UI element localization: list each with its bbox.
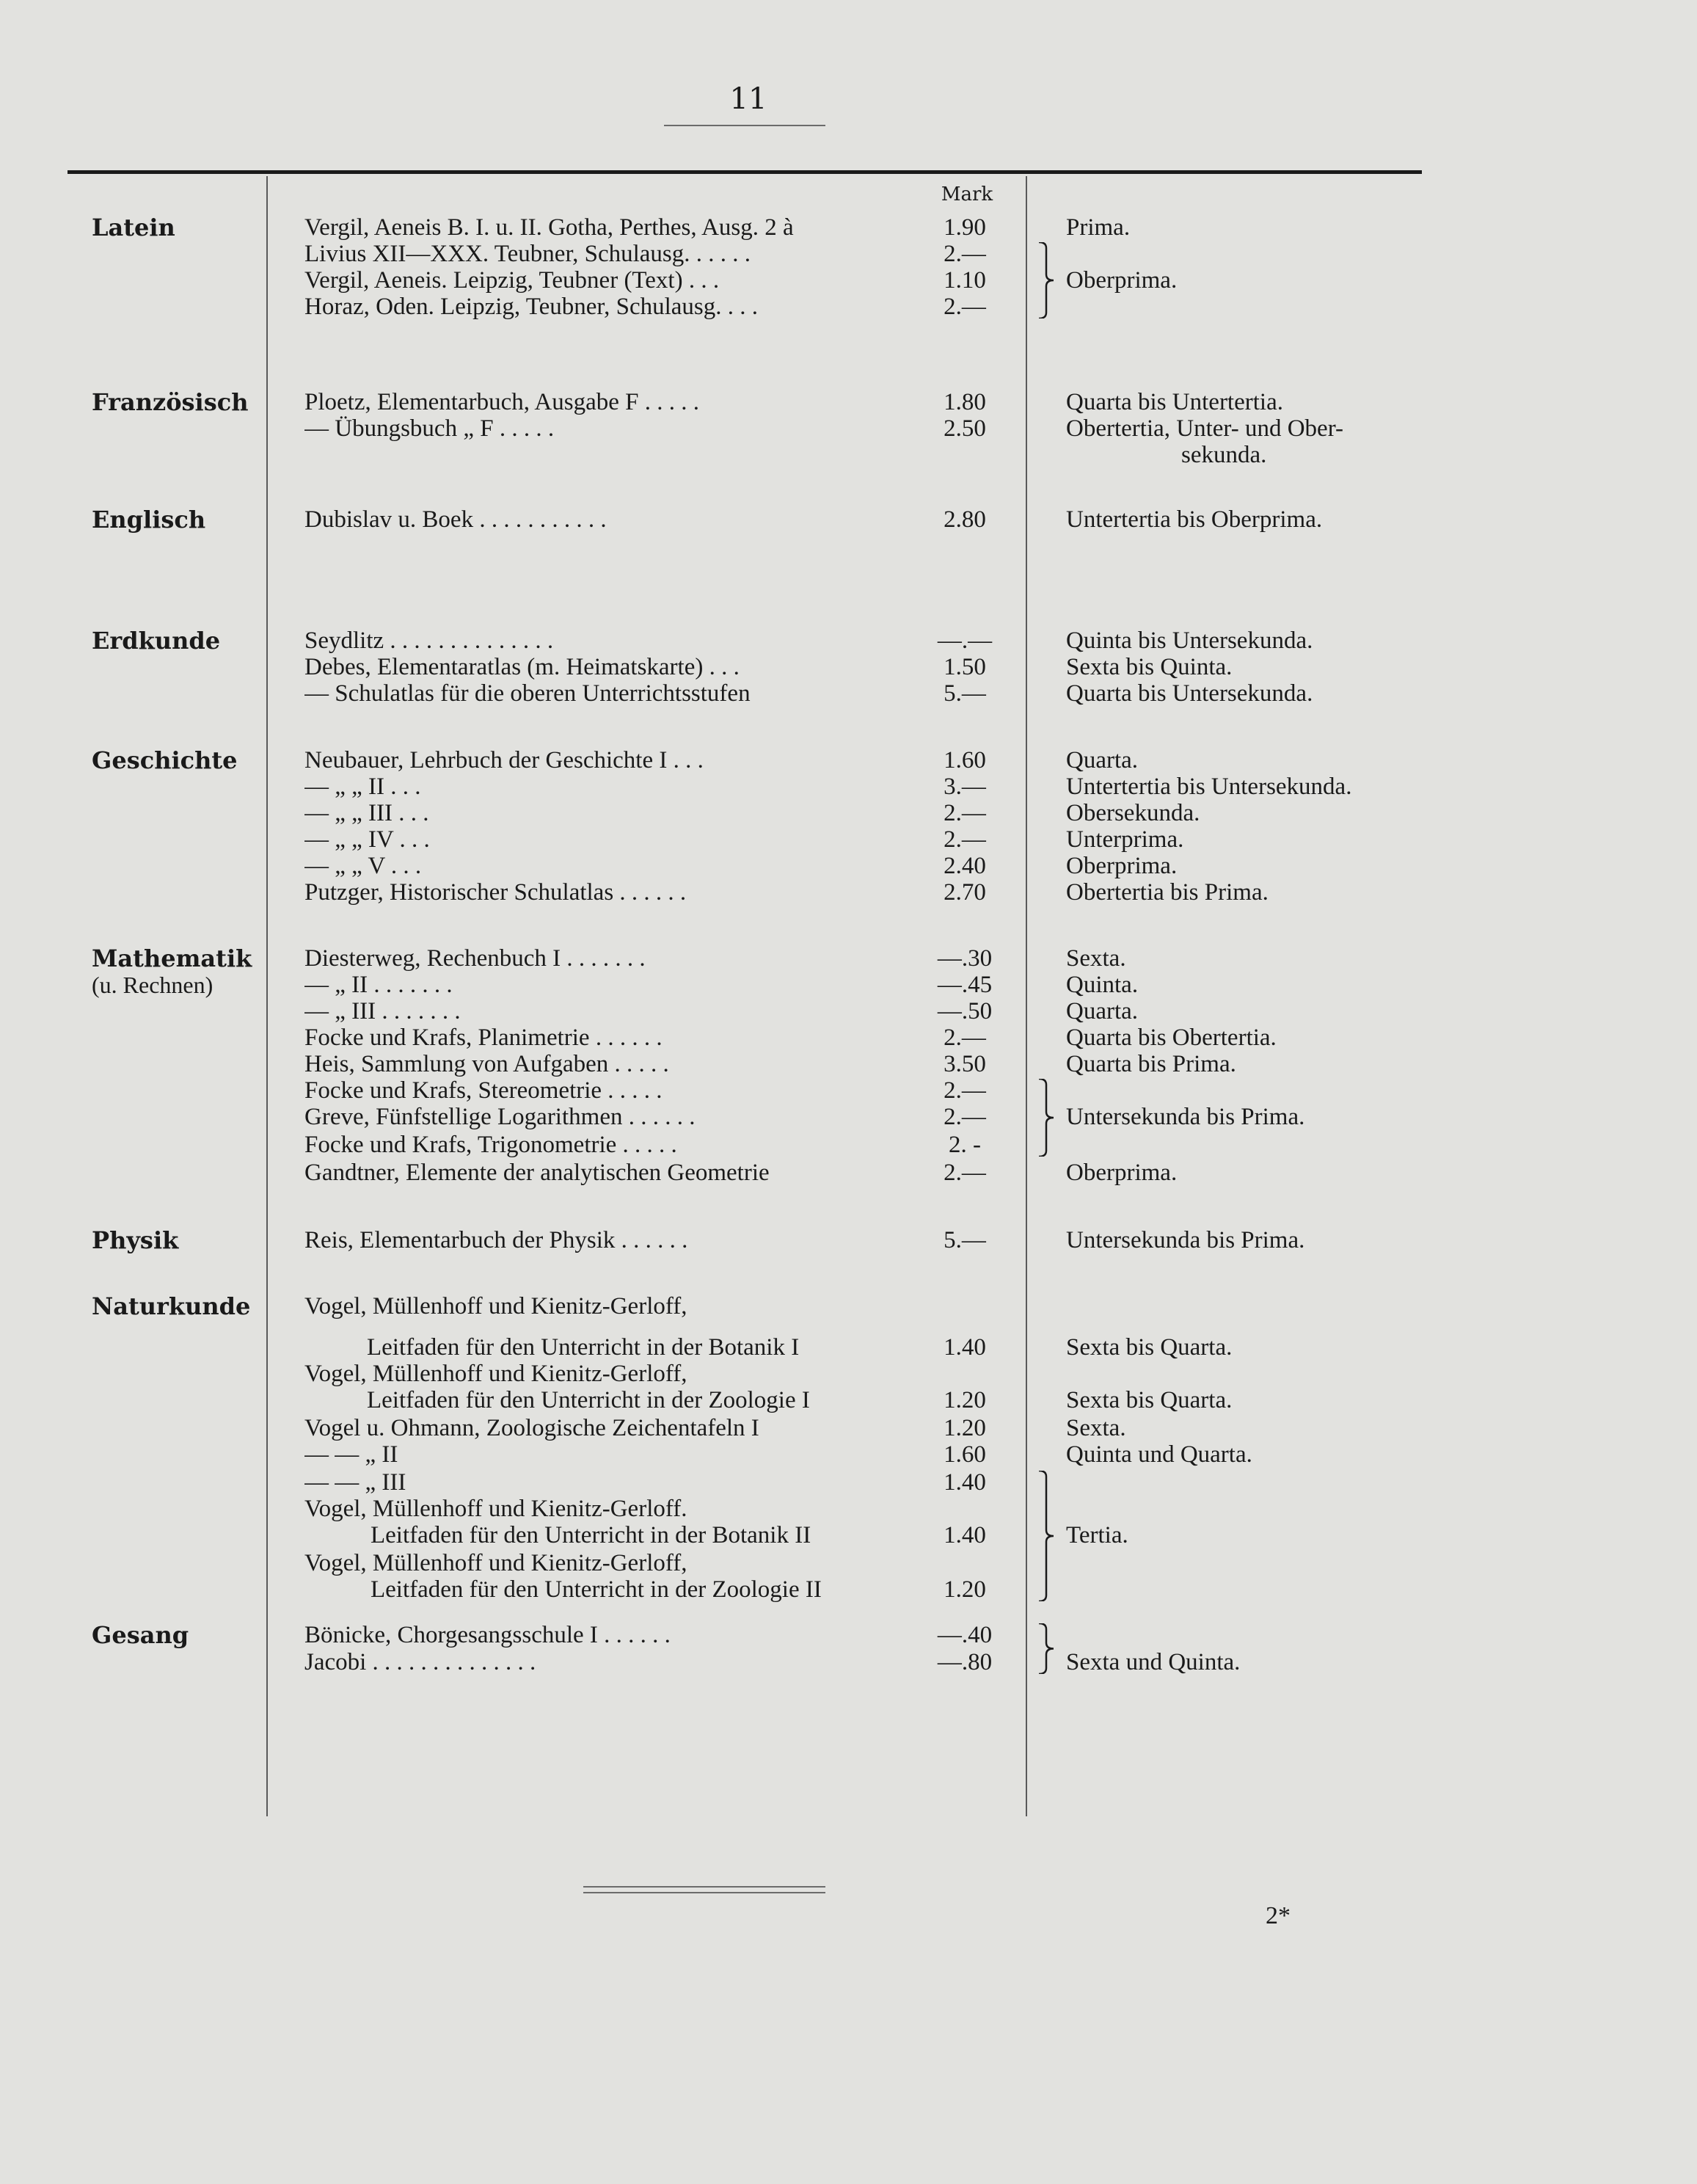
book-title: Debes, Elementaratlas (m. Heimatskarte) . . . (304, 654, 740, 680)
book-row (0, 442, 1697, 468)
book-title: Horaz, Oden. Leipzig, Teubner, Schulausg. . . . (304, 294, 759, 320)
subject-name: Erdkunde (92, 627, 221, 655)
book-price: 2.— (944, 800, 986, 826)
book-row (0, 853, 1697, 879)
book-row (0, 1496, 1697, 1522)
book-row (0, 879, 1697, 906)
book-title: Jacobi . . . . . . . . . . . . . . (304, 1649, 536, 1675)
class-level: Oberprima. (1066, 853, 1178, 879)
book-row (0, 294, 1697, 320)
class-level: Quarta bis Prima. (1066, 1051, 1236, 1077)
page-number: 11 (729, 82, 767, 116)
book-price: 1.20 (944, 1415, 986, 1441)
class-level: Quinta. (1066, 972, 1139, 998)
book-price: 2.— (944, 241, 986, 267)
book-title: Putzger, Historischer Schulatlas . . . . . . (304, 879, 687, 906)
book-row (0, 680, 1697, 707)
book-title: Reis, Elementarbuch der Physik . . . . . . (304, 1227, 688, 1253)
book-row (0, 1576, 1697, 1603)
book-title: Livius XII—XXX. Teubner, Schulausg. . . . . . (304, 241, 751, 267)
book-title: Seydlitz . . . . . . . . . . . . . . (304, 627, 554, 654)
book-row (0, 1227, 1697, 1253)
class-level: Oberprima. (1066, 267, 1178, 294)
book-title: Vogel u. Ohmann, Zoologische Zeichentafeln I (304, 1415, 759, 1441)
book-row (0, 1293, 1697, 1320)
subject-name: Mathematik (92, 944, 252, 972)
class-level: Sexta bis Quinta. (1066, 654, 1233, 680)
subject-note: (u. Rechnen) (92, 972, 214, 998)
book-price: 1.80 (944, 389, 986, 415)
book-price: 1.20 (944, 1576, 986, 1603)
book-row (0, 1387, 1697, 1413)
class-level: Quarta bis Untertertia. (1066, 389, 1283, 415)
class-level: Sexta. (1066, 1415, 1126, 1441)
book-row (0, 654, 1697, 680)
class-level: Quinta bis Untersekunda. (1066, 627, 1313, 654)
book-title: Vogel, Müllenhoff und Kienitz-Gerloff, (304, 1361, 687, 1387)
book-row (0, 506, 1697, 533)
book-price: —.80 (937, 1649, 993, 1675)
book-title: Focke und Krafs, Planimetrie . . . . . . (304, 1024, 663, 1051)
book-title: — — „ II (304, 1441, 398, 1468)
book-row (0, 826, 1697, 853)
footer-rule (583, 1886, 825, 1893)
price-column-header: Mark (941, 183, 993, 205)
book-title: Dubislav u. Boek . . . . . . . . . . . (304, 506, 607, 533)
class-level: Obersekunda. (1066, 800, 1200, 826)
book-price: 1.20 (944, 1387, 986, 1413)
book-price: 3.— (944, 774, 986, 800)
book-price: —.40 (937, 1622, 993, 1648)
book-row (0, 1622, 1697, 1648)
book-row (0, 415, 1697, 442)
book-price: 1.40 (944, 1469, 986, 1496)
book-row (0, 1104, 1697, 1130)
book-title: — „ „ V . . . (304, 853, 422, 879)
book-row (0, 1160, 1697, 1186)
book-row (0, 241, 1697, 267)
subject-name: Physik (92, 1226, 179, 1254)
book-price: 2.70 (944, 879, 986, 906)
book-title: Greve, Fünfstellige Logarithmen . . . . . . (304, 1104, 696, 1130)
book-price: 2.— (944, 826, 986, 853)
book-price: 2. - (949, 1132, 981, 1158)
book-title: Vogel, Müllenhoff und Kienitz-Gerloff, (304, 1293, 687, 1320)
book-title: Neubauer, Lehrbuch der Geschichte I . . . (304, 747, 704, 774)
book-price: 2.— (944, 1104, 986, 1130)
book-title: Vergil, Aeneis. Leipzig, Teubner (Text) . . . (304, 267, 720, 294)
grouping-brace (1034, 1623, 1056, 1674)
book-row (0, 972, 1697, 998)
book-title: Vergil, Aeneis B. I. u. II. Gotha, Perthes, Ausg. 2 à (304, 214, 794, 241)
book-title: Vogel, Müllenhoff und Kienitz-Gerloff. (304, 1496, 687, 1522)
grouping-brace (1034, 1079, 1056, 1157)
class-level: Sexta bis Quarta. (1066, 1334, 1233, 1361)
book-price: —.50 (937, 998, 993, 1024)
book-price: —.30 (937, 945, 993, 972)
book-title: Focke und Krafs, Trigonometrie . . . . . (304, 1132, 677, 1158)
book-row (0, 214, 1697, 241)
book-row (0, 1132, 1697, 1158)
book-price: 1.60 (944, 747, 986, 774)
book-title: — „ „ II . . . (304, 774, 421, 800)
subject-name: Gesang (92, 1621, 189, 1649)
book-price: 1.50 (944, 654, 986, 680)
class-level: Unterprima. (1066, 826, 1184, 853)
book-title: Vogel, Müllenhoff und Kienitz-Gerloff, (304, 1550, 687, 1576)
book-title: — Schulatlas für die oberen Unterrichtsstufen (304, 680, 751, 707)
book-row (0, 1469, 1697, 1496)
book-row (0, 747, 1697, 774)
book-row (0, 1051, 1697, 1077)
book-row (0, 1649, 1697, 1675)
book-title: Bönicke, Chorgesangsschule I . . . . . . (304, 1622, 671, 1648)
book-price: 2.— (944, 294, 986, 320)
book-price: 2.— (944, 1077, 986, 1104)
book-price: 1.40 (944, 1522, 986, 1548)
class-level: Quarta. (1066, 998, 1139, 1024)
book-title: Diesterweg, Rechenbuch I . . . . . . . (304, 945, 646, 972)
book-title: Leitfaden für den Unterricht in der Botanik II (371, 1522, 811, 1548)
book-price: 2.— (944, 1160, 986, 1186)
book-title: — „ „ III . . . (304, 800, 429, 826)
class-level: Tertia. (1066, 1522, 1128, 1548)
book-price: —.— (937, 627, 993, 654)
book-price: 2.50 (944, 415, 986, 442)
subject-name: Naturkunde (92, 1292, 251, 1320)
subject-name: Französisch (92, 388, 249, 416)
book-row (0, 1361, 1697, 1387)
book-row (0, 1550, 1697, 1576)
book-title: Leitfaden für den Unterricht in der Botanik I (367, 1334, 800, 1361)
class-level: Obertertia, Unter- und Ober- (1066, 415, 1344, 442)
book-title: — — „ III (304, 1469, 406, 1496)
class-level: Prima. (1066, 214, 1131, 241)
book-price: 1.40 (944, 1334, 986, 1361)
book-title: Heis, Sammlung von Aufgaben . . . . . (304, 1051, 669, 1077)
class-level: Quinta und Quarta. (1066, 1441, 1252, 1468)
book-row (0, 945, 1697, 972)
book-row (0, 627, 1697, 654)
book-title: — Übungsbuch „ F . . . . . (304, 415, 555, 442)
book-price: 2.40 (944, 853, 986, 879)
book-title: Focke und Krafs, Stereometrie . . . . . (304, 1077, 663, 1104)
book-title: Ploetz, Elementarbuch, Ausgabe F . . . . . (304, 389, 699, 415)
class-level: Quarta bis Untersekunda. (1066, 680, 1313, 707)
book-price: 2.— (944, 1024, 986, 1051)
book-price: 1.10 (944, 267, 986, 294)
grouping-brace (1034, 1471, 1056, 1601)
book-price: 5.— (944, 680, 986, 707)
book-price: 2.80 (944, 506, 986, 533)
class-level: Untertertia bis Oberprima. (1066, 506, 1323, 533)
class-level: Quarta. (1066, 747, 1139, 774)
book-row (0, 389, 1697, 415)
book-price: 1.90 (944, 214, 986, 241)
subject-name: Englisch (92, 506, 206, 534)
book-title: — „ II . . . . . . . (304, 972, 453, 998)
sheet-signature: 2* (1266, 1902, 1291, 1929)
book-row (0, 267, 1697, 294)
book-row (0, 774, 1697, 800)
class-level: Quarta bis Obertertia. (1066, 1024, 1277, 1051)
class-level: sekunda. (1181, 442, 1267, 468)
book-row (0, 800, 1697, 826)
grouping-brace (1034, 242, 1056, 318)
class-level: Sexta und Quinta. (1066, 1649, 1241, 1675)
book-row (0, 1415, 1697, 1441)
class-level: Sexta. (1066, 945, 1126, 972)
book-title: — „ III . . . . . . . (304, 998, 461, 1024)
class-level: Oberprima. (1066, 1160, 1178, 1186)
book-price: 1.60 (944, 1441, 986, 1468)
class-level: Sexta bis Quarta. (1066, 1387, 1233, 1413)
book-title: Leitfaden für den Unterricht in der Zoologie I (367, 1387, 810, 1413)
book-row (0, 1334, 1697, 1361)
subject-name: Geschichte (92, 746, 238, 774)
book-row (0, 998, 1697, 1024)
class-level: Untersekunda bis Prima. (1066, 1104, 1305, 1130)
book-price: 3.50 (944, 1051, 986, 1077)
book-title: — „ „ IV . . . (304, 826, 430, 853)
class-level: Untersekunda bis Prima. (1066, 1227, 1305, 1253)
subject-name: Latein (92, 214, 175, 241)
book-row (0, 1077, 1697, 1104)
book-row (0, 1522, 1697, 1548)
book-title: Leitfaden für den Unterricht in der Zoologie II (371, 1576, 822, 1603)
book-price: 5.— (944, 1227, 986, 1253)
book-price: —.45 (937, 972, 993, 998)
class-level: Obertertia bis Prima. (1066, 879, 1269, 906)
class-level: Untertertia bis Untersekunda. (1066, 774, 1352, 800)
book-row (0, 1441, 1697, 1468)
book-row (0, 1024, 1697, 1051)
book-title: Gandtner, Elemente der analytischen Geometrie (304, 1160, 770, 1186)
